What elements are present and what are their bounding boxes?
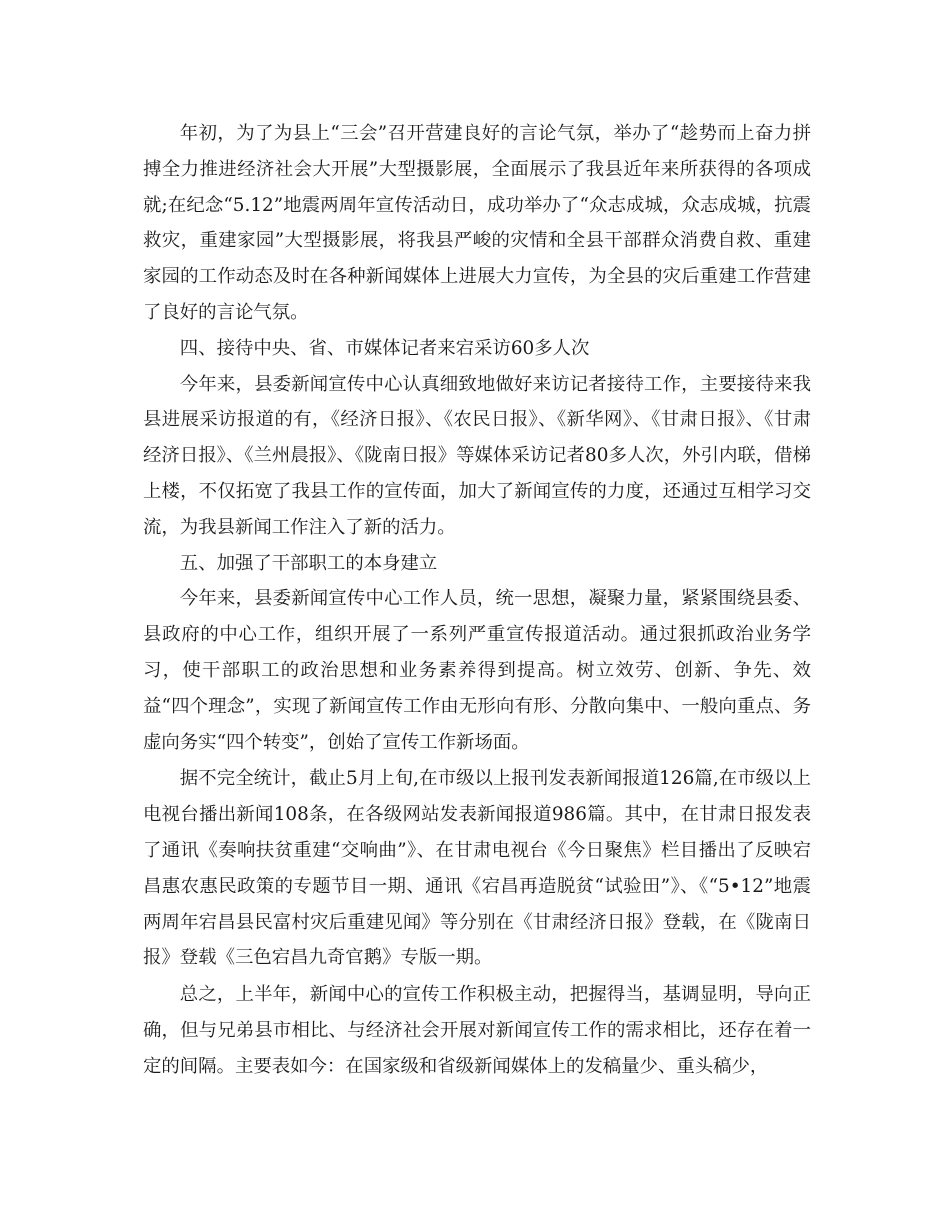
paragraph-statistics: 据不完全统计，截止5月上旬,在市级以上报刊发表新闻报道126篇,在市级以上电视台播出新闻108条，在各级网站发表新闻报道986篇。其中，在甘肃日报发表了通讯《奏响扶贫重建“交响曲”》、在甘肃电视台《今日聚焦》栏目播出了反映宕昌惠农惠民政策的专题节目一期、通讯《宕昌再造脱贫“试验田”》、《“5•12”地震两周年宕昌县民富村灾后重建见闻》等分别在《甘肃经济日报》登载，在《陇南日报》登载《三色宕昌九奇官鹅》专版一期。 <box>143 768 811 969</box>
paragraph-photo-exhibitions: 年初，为了为县上“三会”召开营建良好的言论气氛，举办了“趁势而上奋力拼搏全力推进经济社会大开展”大型摄影展，全面展示了我县近年来所获得的各项成就;在纪念“5.12”地震两周年宣传活动日，成功举办了“众志成城，众志成城，抗震救灾，重建家园”大型摄影展，将我县严峻的灾情和全县干部群众消费自救、重建家园的工作动态及时在各种新闻媒体上进展大力宣传，为全县的灾后重建工作营建了良好的言论气氛。 <box>143 123 811 323</box>
section-heading-staff: 五、加强了干部职工的本身建立 <box>179 552 438 574</box>
paragraph-staff-building: 今年来，县委新闻宣传中心工作人员，统一思想，凝聚力量，紧紧围绕县委、县政府的中心工作，组织开展了一系列严重宣传报道活动。通过狠抓政治业务学习，使干部职工的政治思想和业务素养得到提高。树立效劳、创新、争先、效益“四个理念”，实现了新闻宣传工作由无形向有形、分散向集中、一般向重点、务虚向务实“四个转变”，创始了宣传工作新场面。 <box>143 588 811 753</box>
document-body <box>143 116 811 1085</box>
paragraph-summary: 总之，上半年，新闻中心的宣传工作积极主动，把握得当，基调显明，导向正确，但与兄弟县市相比、与经济社会开展对新闻宣传工作的需求相比，还存在着一定的间隔。主要表如今：在国家级和省级新闻媒体上的发稿量少、重头稿少， <box>143 984 811 1077</box>
paragraph-reporter-reception: 今年来，县委新闻宣传中心认真细致地做好来访记者接待工作，主要接待来我县进展采访报道的有，《经济日报》、《农民日报》、《新华网》、《甘肃日报》、《甘肃经济日报》、《兰州晨报》、《陇南日报》等媒体采访记者80多人次，外引内联，借梯上楼，不仅拓宽了我县工作的宣传面，加大了新闻宣传的力度，还通过互相学习交流，为我县新闻工作注入了新的活力。 <box>143 373 811 538</box>
section-heading-reporters: 四、接待中央、省、市媒体记者来宕采访60多人次 <box>179 337 590 359</box>
